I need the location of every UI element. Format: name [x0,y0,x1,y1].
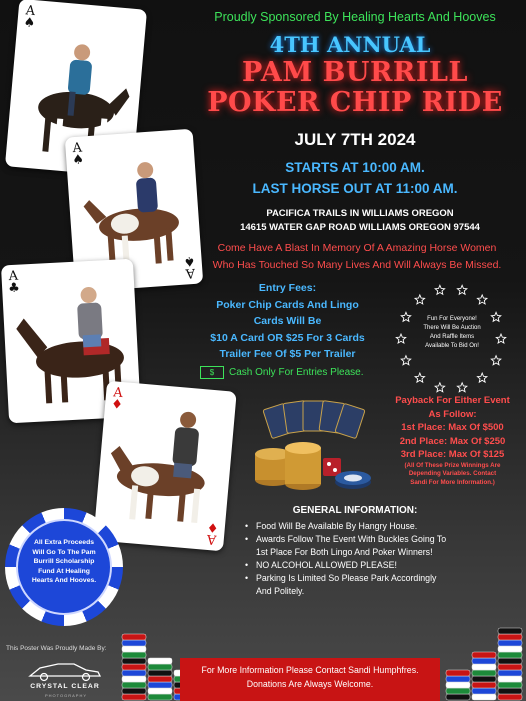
second-place-prize: 2nd Place: Max Of $250 [399,435,506,447]
logo-name: CRYSTAL CLEAR [30,683,100,690]
star-icon [477,295,487,304]
chip-icon [472,688,496,694]
chip-icon [498,634,522,640]
entry-fees-heading: Entry Fees: [258,282,317,294]
chip-icon [446,676,470,682]
card-corner-top: A ♠ [71,140,85,169]
last-horse-time: LAST HORSE OUT AT 11:00 AM. [252,181,458,196]
start-time: STARTS AT 10:00 AM. [285,160,425,175]
star-icon [491,312,501,321]
chip-icon [472,682,496,688]
annual-heading: 4TH ANNUAL [269,32,431,57]
list-item: • Awards Follow The Event With Buckles Going To 1st Place For Both Lingo And Poker Winners! [245,533,515,559]
location-name: PACIFICA TRAILS IN WILLIAMS OREGON [266,208,454,219]
horse-rider-photo [78,141,197,281]
chip-icon [122,664,146,670]
dollar-bill-icon: $ [200,366,224,379]
chip-icon [498,652,522,658]
chip-icon [148,676,172,682]
chip-icon [446,694,470,700]
chip-icon [122,646,146,652]
chip-icon [498,664,522,670]
chip-icon [122,688,146,694]
chip-icon [498,646,522,652]
star-icon [396,334,406,343]
chip-icon [446,670,470,676]
chip-icon [472,694,496,700]
chip-stacks-right-icon [440,620,526,701]
chip-icon [122,658,146,664]
chip-icon [472,658,496,664]
chip-icon [498,694,522,700]
logo-subtitle: PHOTOGRAPHY [44,693,88,698]
card-corner-top: A ♦ [110,385,124,414]
star-icon [457,383,467,392]
event-title-line-2: POKER CHIP RIDE [207,87,503,118]
chip-icon [472,652,496,658]
star-icon [435,383,445,392]
chip-icon [498,670,522,676]
scholarship-chip-badge [5,508,123,626]
payback-section: Payback For Either Event As Follow: 1st Place: Max Of $500 2nd Place: Max Of $250 3rd Place: Max Of $125 (All Of These Prize Winnings Are Depending Variables. Contact Sandi For More Information.) [385,394,520,487]
card-corner-bottom: A ♦ [206,518,220,547]
chip-icon [472,664,496,670]
chip-icon [122,682,146,688]
chip-icon [498,676,522,682]
third-place-prize: 3rd Place: Max Of $125 [400,449,505,460]
chip-icon [122,676,146,682]
chip-icon [498,640,522,646]
chip-icon [148,688,172,694]
chip-icon [446,688,470,694]
chip-icon [148,694,172,700]
list-item: • Food Will Be Available By Hangry House. [245,520,515,533]
chip-icon [122,694,146,700]
chip-icon [472,670,496,676]
star-icon [496,334,506,343]
memorial-message: Come Have A Blast In Memory Of A Amazing Horse Women Who Has Touched So Many Lives And Will Always Be Missed. [212,242,502,271]
card-corner-top: A ♣ [7,268,21,297]
event-title-line-1: PAM BURRILL [242,57,468,88]
chip-icon [122,670,146,676]
chip-icon [498,682,522,688]
footer-contact: For More Information Please Contact Sandi Humphfres. Donations Are Always Welcome. [201,665,419,689]
chip-icon [148,658,172,664]
list-item: • Parking Is Limited So Please Park Accordingly And Politely. [245,572,515,598]
location-address: 14615 WATER GAP ROAD WILLIAMS OREGON 97544 [240,222,480,233]
chip-icon [148,664,172,670]
made-by-credit: This Poster Was Proudly Made By: [6,645,107,652]
list-item: • NO ALCOHOL ALLOWED PLEASE! [245,559,515,572]
general-info-heading: GENERAL INFORMATION: [292,505,418,516]
scholarship-note: All Extra Proceeds Will Go To The Pam Burrill Scholarship Fund At Healing Hearts And Hooves. [31,539,97,584]
ace-of-diamonds-card [93,381,236,552]
cash-only-note: $ Cash Only For Entries Please. [200,366,380,379]
chip-icon [122,634,146,640]
star-icon [401,356,411,365]
poker-chips-illustration [245,398,383,498]
chip-icon [498,628,522,634]
star-icon [457,285,467,294]
card-corner-top: A ♠ [22,3,36,32]
chip-icon [498,658,522,664]
auction-raffle-note: Fun For Everyone! There Will Be Auction And Raffle Items Available To Bid On! [423,316,481,349]
chip-icon [122,652,146,658]
general-info-list [245,520,515,598]
chip-icon [446,682,470,688]
star-icon [435,285,445,294]
chip-icon [498,688,522,694]
horse-rider-photo [102,395,229,537]
sponsor-line: Proudly Sponsored By Healing Hearts And Hooves [214,10,496,24]
entry-fees: Entry Fees: Poker Chip Cards And Lingo Cards Will Be $10 A Card OR $25 For 3 Cards Trailer Fee Of $5 Per Trailer [195,280,380,363]
star-icon [491,356,501,365]
event-date: JULY 7TH 2024 [294,130,416,149]
star-icon [415,373,425,382]
star-icon [477,373,487,382]
card-corner-bottom: A ♠ [183,252,197,281]
first-place-prize: 1st Place: Max Of $500 [401,422,504,433]
chip-icon [122,640,146,646]
chip-icon [148,670,172,676]
chip-icon [472,676,496,682]
star-icon [401,312,411,321]
car-logo-icon [26,658,102,682]
chip-icon [148,682,172,688]
star-icon [415,295,425,304]
